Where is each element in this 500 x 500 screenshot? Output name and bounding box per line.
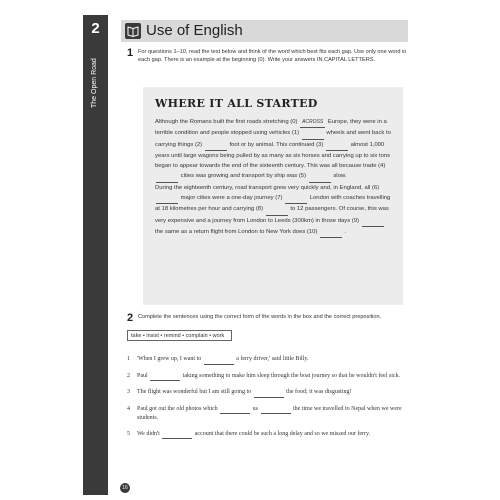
gap-6[interactable]: [156, 193, 178, 204]
sentence-1: 1 'When I grew up, I want to a ferry driver,' said little Billy.: [127, 355, 407, 365]
gap-5[interactable]: [309, 171, 331, 182]
text-title: WHERE IT ALL STARTED: [155, 97, 318, 110]
page-number: 16: [120, 483, 130, 493]
reading-text-box: [143, 87, 403, 305]
sentence-5-gap[interactable]: [162, 430, 192, 440]
gap-1[interactable]: [302, 128, 324, 139]
section-title: Use of English: [146, 22, 243, 39]
unit-title: The Open Road: [91, 58, 98, 108]
gap-8[interactable]: [266, 204, 288, 215]
section-header: [121, 20, 408, 42]
gap-fill-text: [155, 117, 393, 238]
word-box: take • insist • remind • complain • work: [127, 330, 232, 341]
book-icon: [125, 23, 141, 39]
exercise-1-number: 1: [127, 47, 134, 59]
gap-7[interactable]: [285, 193, 307, 204]
gap-9[interactable]: [362, 216, 384, 227]
paragraph-2: During the eighteenth century, road transport grew very quickly and, in England, all (6) major cities were a one-day journey (7) London with coaches travelling at 18 kilometres per hour and carrying (8) to 12 passengers. Of course, this was very expensive and a journey from London to Leeds (300km) in those days (9) the same as a return flight from London to New York does (10) .: [155, 183, 393, 238]
sentence-1-gap[interactable]: [204, 355, 234, 365]
sentence-4: 4 Paul got out the old photos which us the time we travelled to Nepal when we were students.: [127, 405, 402, 421]
gap-3[interactable]: [326, 140, 348, 151]
gap-4[interactable]: [156, 171, 178, 182]
workbook-page: [83, 15, 418, 495]
exercise-2-number: 2: [127, 312, 134, 324]
exercise-2-instructions: Complete the sentences using the correct form of the words in the box and the correct preposition.: [138, 314, 382, 320]
example-answer: ACROSS: [302, 119, 324, 125]
paragraph-1: Although the Romans built the first roads stretching (0) ACROSS Europe, they were in a terrible condition and people stopped using vehicles (1) wheels and went back to carrying things (2) foot or by animal. This continued (3) almost 1,000 years until large wagons being pulled by as many as six horses and carrying up to six tons began to appear towards the end of the sixteenth century. This was all because trade (4) cities was growing and transport by ship was (5) slow.: [155, 117, 393, 183]
sentence-5: 5 We didn't account that there could be such a long delay and so we missed our ferry.: [127, 430, 407, 440]
sentence-2-gap[interactable]: [150, 372, 180, 382]
gap-10[interactable]: [320, 227, 342, 238]
sentence-4-gap-a[interactable]: [220, 405, 250, 415]
sentence-list: [127, 355, 407, 446]
exercise-1-instructions: For questions 1–10, read the text below and think of the word which best fits each gap. Use only one word in each gap. There is an example at the beginning (0). Write your answers IN CAPITAL LETTERS.: [138, 49, 407, 63]
unit-number: 2: [91, 20, 100, 37]
sentence-3-gap[interactable]: [254, 388, 284, 398]
sentence-3: 3 The flight was wonderful but I am still going to the food; it was disgusting!: [127, 388, 407, 398]
unit-spine: [83, 15, 108, 495]
sentence-4-gap-b[interactable]: [261, 405, 291, 415]
example-answer-line: [300, 117, 325, 128]
sentence-2: 2 Paul taking something to make him sleep through the boat journey so that he wouldn't feel sick.: [127, 372, 407, 382]
gap-2[interactable]: [205, 140, 227, 151]
